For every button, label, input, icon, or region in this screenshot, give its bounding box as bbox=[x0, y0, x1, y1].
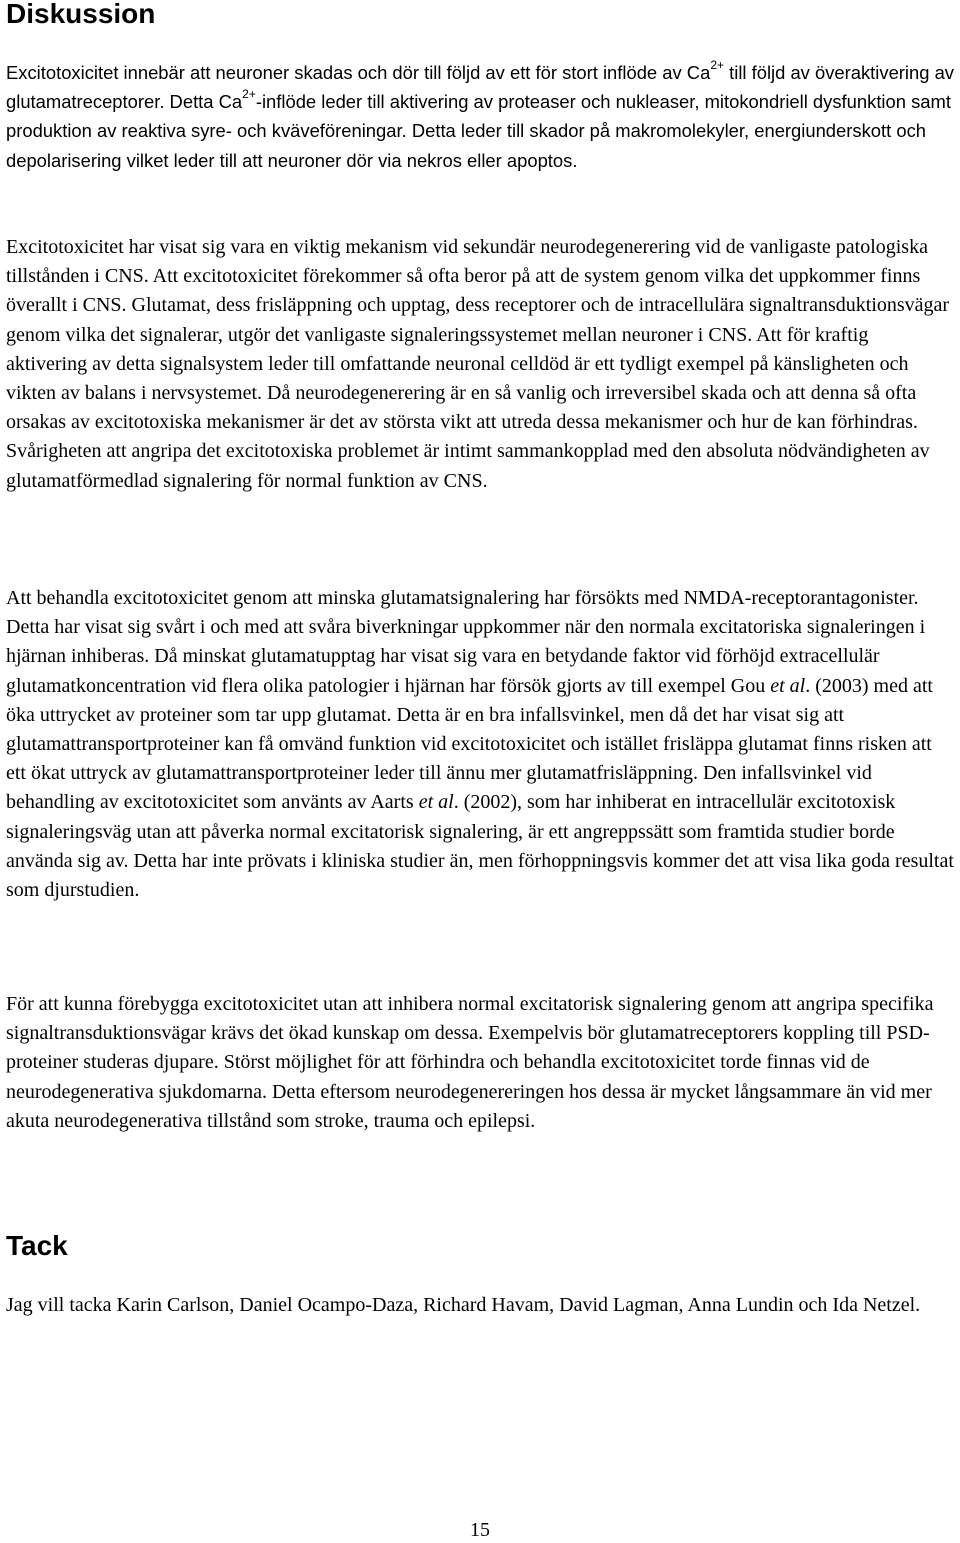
paragraph-treatment bbox=[6, 584, 954, 905]
p3-text-a: Att behandla excitotoxicitet genom att minska glutamatsignalering har försökts med NMDA-receptorantagonister. Detta har visat sig svårt i och med att svåra biverkningar uppkommer när den normala excitatoriska signaleringen i hjärnan inhiberas. Då minskat glutamatupptag har visat sig vara en betydande faktor vid förhöjd extracellulär glutamatkoncentration vid flera olika patologier i hjärnan har försök gjorts av till exempel Gou bbox=[6, 587, 926, 697]
heading-diskussion: Diskussion bbox=[6, 0, 156, 29]
paragraph-secondary-neurodegeneration: Excitotoxicitet har visat sig vara en viktig mekanism vid sekundär neurodegenerering vid de vanligaste patologiska tillstånden i CNS. Att excitotoxicitet förekommer så ofta beror på att de system genom vilka det uppkommer finns överallt i CNS. Glutamat, dess frisläppning och upptag, dess receptorer och de intracellulära signaltransduktionsvägar genom vilka det signalerar, utgör det vanligaste signaleringssystemet mellan neuroner i CNS. Att för kraftig aktivering av detta signalsystem leder till omfattande neuronal celldöd är ett tydligt exempel på känsligheten och vikten av balans i nervsystemet. Då neurodegenerering är en så vanlig och irreversibel skada och att denna så ofta orsakas av excitotoxiska mekanismer är det av största vikt att utreda dessa mekanismer och hur de kan förhindras. Svårigheten att angripa det excitotoxiska problemet är intimt sammankopplad med den absoluta nödvändigheten av glutamatförmedlad signalering för normal funktion av CNS. bbox=[6, 236, 950, 492]
p3-text-c: . (2002), som har inhiberat en intracellulär excitotoxisk signaleringsväg utan att påverka normal excitatorisk signalering, är ett angreppssätt som framtida studier borde använda sig av. Detta har inte prövats i kliniska studier än, men förhoppningsvis kommer det att visa lika goda resultat som djurstudien. bbox=[6, 791, 954, 902]
citation-et-al: et al bbox=[770, 674, 806, 697]
heading-tack: Tack bbox=[6, 1230, 68, 1261]
paragraph-excitotoxicity-definition bbox=[6, 58, 954, 175]
superscript-charge: 2+ bbox=[710, 57, 725, 72]
p1-text-a: Excitotoxicitet innebär att neuroner skadas och dör till följd av ett för stort inflöde av Ca bbox=[6, 62, 711, 83]
superscript-charge: 2+ bbox=[242, 87, 256, 102]
paragraph-acknowledgements: Jag vill tacka Karin Carlson, Daniel Ocampo-Daza, Richard Havam, David Lagman, Anna Lundin och Ida Netzel. bbox=[6, 1294, 921, 1316]
paragraph-prevention: För att kunna förebygga excitotoxicitet utan att inhibera normal excitatorisk signalering genom att angripa specifika signaltransduktionsvägar krävs det ökad kunskap om dessa. Exempelvis bör glutamatreceptorers koppling till PSD-proteiner studeras djupare. Störst möjlighet för att förhindra och behandla excitotoxicitet torde finnas vid de neurodegenerativa sjukdomarna. Detta eftersom neurodegenereringen hos dessa är mycket långsammare än vid mer akuta neurodegenerativa tillstånd som stroke, trauma och epilepsi. bbox=[6, 993, 934, 1132]
p1-text-b: till följd av överaktivering av glutamatreceptorer. Detta Ca bbox=[6, 62, 954, 113]
citation-et-al: et al bbox=[418, 791, 454, 814]
p3-text-b: . (2003) med att öka uttrycket av proteiner som tar upp glutamat. Detta är en bra infallsvinkel, men då det har visat sig att glutamattransportproteiner kan få omvänd funktion vid excitotoxicitet och istället frisläppa glutamat finns risken att ett ökat uttryck av glutamattransportproteiner leder till ännu mer glutamatfrisläppning. Den infallsvinkel vid behandling av excitotoxicitet som använts av Aarts bbox=[6, 674, 933, 814]
p1-text-c: -inflöde leder till aktivering av proteaser och nukleaser, mitokondriell dysfunktion samt produktion av reaktiva syre- och kväveföreningar. Detta leder till skador på makromolekyler, energiunderskott och depolarisering vilket leder till att neuroner dör via nekros eller apoptos. bbox=[6, 91, 951, 171]
page-number: 15 bbox=[470, 1519, 490, 1541]
